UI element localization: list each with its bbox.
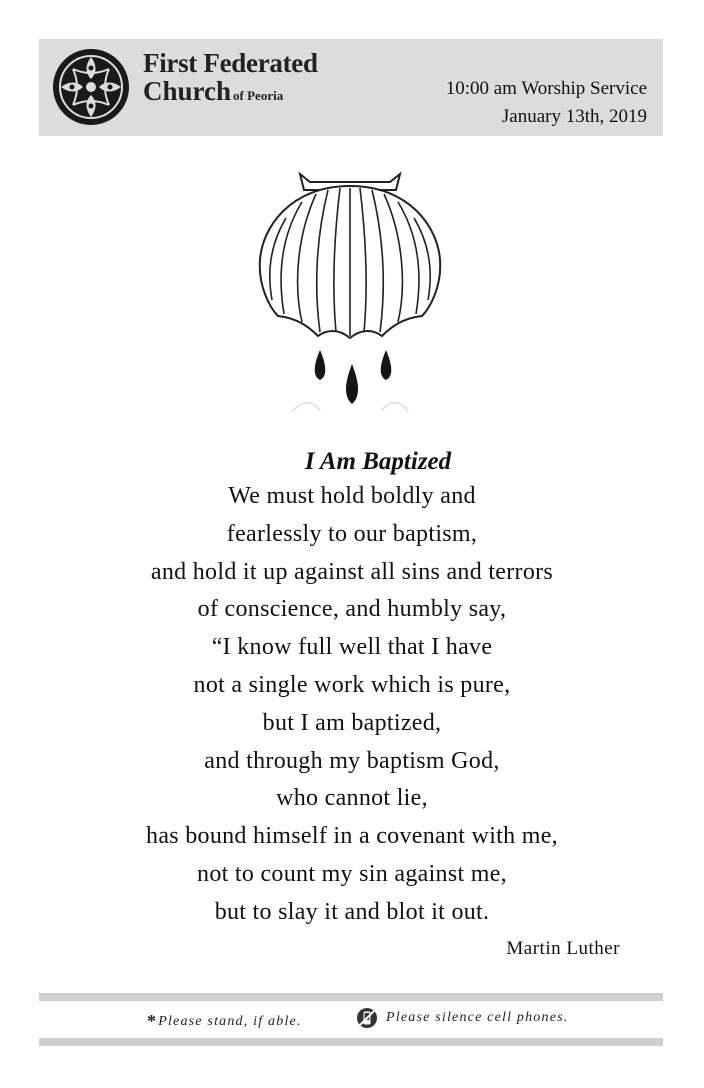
poem-line: not to count my sin against me, bbox=[197, 860, 507, 887]
poem-line: but to slay it and blot it out. bbox=[214, 898, 490, 925]
celtic-cross-logo-icon bbox=[51, 47, 131, 127]
service-info bbox=[446, 75, 647, 131]
poem bbox=[40, 446, 664, 932]
stand-text: Please stand, if able. bbox=[158, 1014, 302, 1029]
header-banner bbox=[39, 39, 663, 136]
poem-line: not a single work which is pure, bbox=[193, 671, 511, 698]
phones-text: Please silence cell phones. bbox=[386, 1010, 569, 1025]
church-name-line1: First Federated bbox=[143, 48, 318, 78]
poem-line: but I am baptized, bbox=[262, 709, 442, 736]
poem-line: We must hold boldly and bbox=[228, 483, 476, 509]
baptismal-shell-icon bbox=[250, 168, 450, 418]
footer-notes bbox=[39, 1005, 663, 1035]
poem-attribution: Martin Luther bbox=[506, 938, 620, 959]
poem-lines bbox=[40, 478, 664, 932]
service-date: January 13th, 2019 bbox=[501, 106, 647, 127]
water-drops-icon bbox=[315, 350, 392, 404]
poem-line: and through my baptism God, bbox=[204, 747, 500, 774]
church-name bbox=[143, 49, 318, 110]
footer-divider-bottom bbox=[39, 1038, 663, 1046]
church-name-line2: Church bbox=[143, 76, 232, 106]
stand-symbol: * bbox=[147, 1011, 158, 1031]
poem-line: who cannot lie, bbox=[276, 785, 428, 812]
footer-divider-top bbox=[39, 993, 663, 1001]
poem-line: has bound himself in a covenant with me, bbox=[146, 823, 558, 850]
service-name: 10:00 am Worship Service bbox=[445, 78, 647, 99]
poem-line: fearlessly to our baptism, bbox=[226, 520, 478, 547]
no-cell-phone-icon bbox=[356, 1007, 378, 1029]
poem-line: “I know full well that I have bbox=[211, 634, 493, 661]
stand-note bbox=[147, 1011, 302, 1032]
church-name-of: of Peoria bbox=[233, 88, 284, 103]
poem-line: and hold it up against all sins and terrors bbox=[150, 558, 554, 585]
poem-title: I Am Baptized bbox=[304, 448, 452, 475]
phones-note bbox=[356, 1007, 568, 1029]
poem-line: of conscience, and humbly say, bbox=[197, 596, 507, 623]
